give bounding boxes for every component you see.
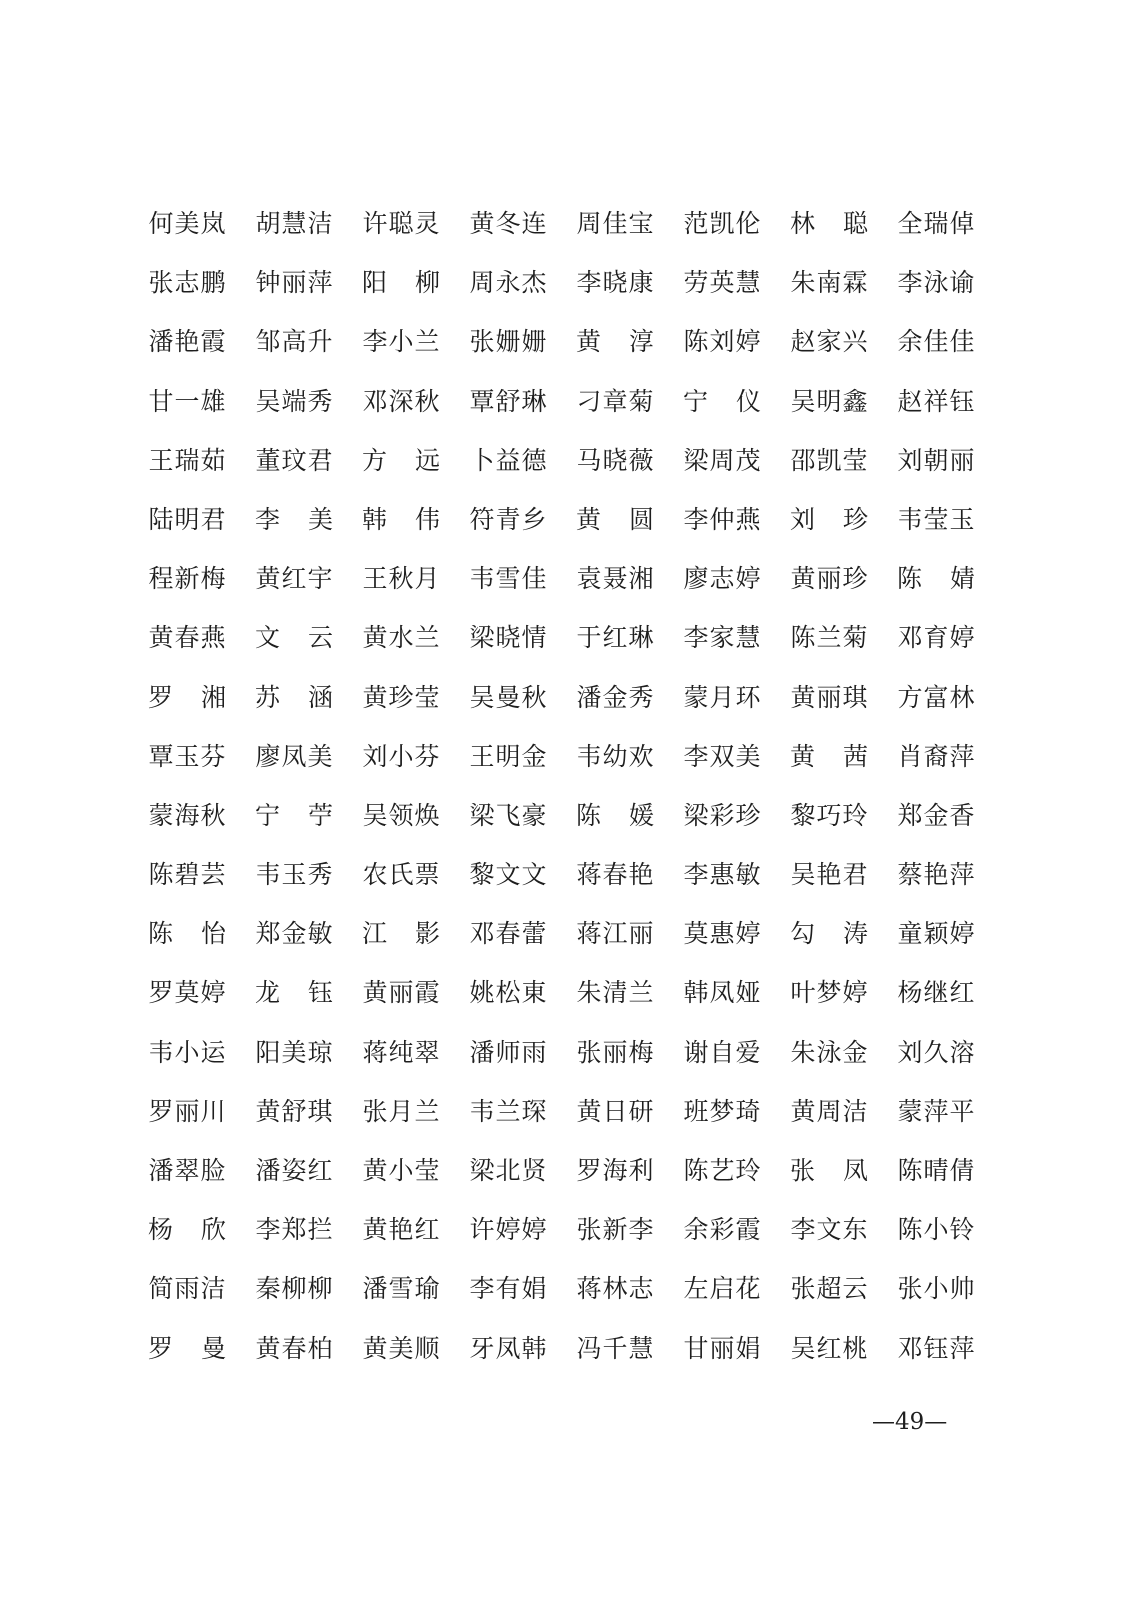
name-entry: 陈 刘 婷 (683, 327, 761, 357)
name-entry: 蒙 海 秋 (148, 800, 226, 830)
name-entry: 李 泳 谕 (897, 268, 975, 298)
name-entry: 秦 柳 柳 (255, 1274, 333, 1304)
name-entry: 刁 章 菊 (576, 386, 654, 416)
name-entry: 梁 周 茂 (683, 445, 761, 475)
name-entry: 班 梦 琦 (683, 1096, 761, 1126)
name-entry: 韦 玉 秀 (255, 860, 333, 890)
name-entry: 姚 松 東 (469, 978, 547, 1008)
name-entry: 黄 周 洁 (790, 1096, 868, 1126)
name-entry: 龙 钰 (255, 978, 333, 1008)
name-entry: 蒋 林 志 (576, 1274, 654, 1304)
name-entry: 于 红 琳 (576, 623, 654, 653)
name-entry: 刘 珍 (790, 504, 868, 534)
name-entry: 黄 丽 琪 (790, 682, 868, 712)
name-entry: 潘 艳 霞 (148, 327, 226, 357)
name-entry: 符 青 乡 (469, 504, 547, 534)
name-entry: 肖 裔 萍 (897, 741, 975, 771)
name-entry: 黄 小 莹 (362, 1156, 440, 1185)
name-entry: 李 美 (255, 504, 333, 534)
name-entry: 张 姗 姗 (469, 327, 547, 357)
name-entry: 李 小 兰 (362, 327, 440, 357)
name-entry: 张 月 兰 (362, 1096, 440, 1126)
name-entry: 农 氏 票 (362, 860, 440, 890)
name-entry: 吴 明 鑫 (790, 386, 868, 416)
name-entry: 邓 深 秋 (362, 386, 440, 416)
name-entry: 黄 丽 珍 (790, 564, 868, 594)
name-entry: 黄 淳 (576, 327, 654, 357)
name-entry: 廖 凤 美 (255, 741, 333, 771)
name-entry: 潘 师 雨 (469, 1037, 547, 1067)
name-entry: 廖 志 婷 (683, 564, 761, 594)
name-entry: 方 富 林 (897, 682, 975, 712)
name-entry: 潘 翠 脸 (148, 1156, 226, 1185)
name-entry: 覃 玉 芬 (148, 741, 226, 771)
name-entry: 蔡 艳 萍 (897, 860, 975, 890)
name-entry: 赵 家 兴 (790, 327, 868, 357)
name-entry: 蒋 江 丽 (576, 919, 654, 949)
name-entry: 宁 苧 (255, 800, 333, 830)
name-entry: 范 凯 伦 (683, 209, 761, 238)
name-entry: 吴 艳 君 (790, 860, 868, 890)
name-entry: 李 晓 康 (576, 268, 654, 298)
name-entry: 陆 明 君 (148, 504, 226, 534)
name-entry: 黄 日 研 (576, 1096, 654, 1126)
name-entry: 阳 柳 (362, 268, 440, 298)
name-entry: 陈 怡 (148, 919, 226, 949)
name-entry: 潘 金 秀 (576, 682, 654, 712)
name-entry: 周 佳 宝 (576, 209, 654, 238)
name-entry: 叶 梦 婷 (790, 978, 868, 1008)
name-entry: 陈 碧 芸 (148, 860, 226, 890)
name-entry: 黄 红 宇 (255, 564, 333, 594)
name-entry: 梁 晓 情 (469, 623, 547, 653)
name-entry: 李 惠 敏 (683, 860, 761, 890)
name-entry: 张 新 李 (576, 1215, 654, 1245)
name-entry: 张 凤 (790, 1156, 868, 1185)
name-entry: 刘 小 芬 (362, 741, 440, 771)
name-entry: 潘 雪 瑜 (362, 1274, 440, 1304)
name-entry: 黄 珍 莹 (362, 682, 440, 712)
name-entry: 郑 金 香 (897, 800, 975, 830)
name-entry: 林 聪 (790, 209, 868, 238)
name-entry: 劳 英 慧 (683, 268, 761, 298)
name-entry: 李 文 东 (790, 1215, 868, 1245)
name-entry: 邓 春 蕾 (469, 919, 547, 949)
name-entry: 潘 姿 红 (255, 1156, 333, 1185)
name-entry: 简 雨 洁 (148, 1274, 226, 1304)
name-entry: 朱 泳 金 (790, 1037, 868, 1067)
name-entry: 韦 兰 琛 (469, 1096, 547, 1126)
name-entry: 覃 舒 琳 (469, 386, 547, 416)
name-entry: 许 婷 婷 (469, 1215, 547, 1245)
name-entry: 阳 美 琼 (255, 1037, 333, 1067)
name-entry: 刘 久 溶 (897, 1037, 975, 1067)
name-entry: 童 颖 婷 (897, 919, 975, 949)
name-entry: 韦 幼 欢 (576, 741, 654, 771)
name-entry: 程 新 梅 (148, 564, 226, 594)
name-entry: 张 志 鹏 (148, 268, 226, 298)
name-entry: 王 明 金 (469, 741, 547, 771)
name-entry: 邹 高 升 (255, 327, 333, 357)
name-entry: 蒋 纯 翠 (362, 1037, 440, 1067)
name-entry: 方 远 (362, 445, 440, 475)
name-entry: 牙 凤 韩 (469, 1333, 547, 1363)
name-entry: 郑 金 敏 (255, 919, 333, 949)
name-entry: 马 晓 薇 (576, 445, 654, 475)
name-entry: 陈 晴 倩 (897, 1156, 975, 1185)
name-entry: 黄 春 燕 (148, 623, 226, 653)
name-entry: 黄 茜 (790, 741, 868, 771)
name-entry: 黎 巧 玲 (790, 800, 868, 830)
name-entry: 吴 曼 秋 (469, 682, 547, 712)
name-entry: 宁 仪 (683, 386, 761, 416)
name-entry: 黄 艳 红 (362, 1215, 440, 1245)
name-entry: 梁 彩 珍 (683, 800, 761, 830)
name-entry: 黄 丽 霞 (362, 978, 440, 1008)
name-entry: 蒙 月 环 (683, 682, 761, 712)
name-entry: 黄 水 兰 (362, 623, 440, 653)
name-entry: 邵 凯 莹 (790, 445, 868, 475)
name-entry: 罗 湘 (148, 682, 226, 712)
name-entry: 陈 媛 (576, 800, 654, 830)
name-entry: 罗 丽 川 (148, 1096, 226, 1126)
name-entry: 李 郑 拦 (255, 1215, 333, 1245)
name-entry: 刘 朝 丽 (897, 445, 975, 475)
name-entry: 谢 自 爱 (683, 1037, 761, 1067)
name-entry: 罗 莫 婷 (148, 978, 226, 1008)
name-entry: 冯 千 慧 (576, 1333, 654, 1363)
name-entry: 李 有 娟 (469, 1274, 547, 1304)
name-entry: 赵 祥 钰 (897, 386, 975, 416)
name-entry: 黄 冬 连 (469, 209, 547, 238)
name-entry: 梁 北 贤 (469, 1156, 547, 1185)
name-entry: 罗 曼 (148, 1333, 226, 1363)
name-entry: 黄 舒 琪 (255, 1096, 333, 1126)
name-entry: 甘 丽 娟 (683, 1333, 761, 1363)
name-entry: 梁 飞 豪 (469, 800, 547, 830)
name-entry: 张 丽 梅 (576, 1037, 654, 1067)
name-entry: 吴 红 桃 (790, 1333, 868, 1363)
name-entry: 余 彩 霞 (683, 1215, 761, 1245)
name-entry: 朱 清 兰 (576, 978, 654, 1008)
name-entry: 黄 美 顺 (362, 1333, 440, 1363)
name-entry: 余 佳 佳 (897, 327, 975, 357)
name-entry: 莫 惠 婷 (683, 919, 761, 949)
name-entry: 吴 领 焕 (362, 800, 440, 830)
name-entry: 勾 涛 (790, 919, 868, 949)
name-entry: 罗 海 利 (576, 1156, 654, 1185)
name-entry: 陈 小 铃 (897, 1215, 975, 1245)
name-entry: 张 小 帅 (897, 1274, 975, 1304)
name-entry: 黎 文 文 (469, 860, 547, 890)
name-entry: 苏 涵 (255, 682, 333, 712)
name-entry: 江 影 (362, 919, 440, 949)
name-entry: 甘 一 雄 (148, 386, 226, 416)
name-entry: 董 玟 君 (255, 445, 333, 475)
name-entry: 韦 莹 玉 (897, 504, 975, 534)
name-entry: 陈 婧 (897, 564, 975, 594)
page-number: —49— (872, 1409, 948, 1435)
name-entry: 许 聪 灵 (362, 209, 440, 238)
name-entry: 韦 雪 佳 (469, 564, 547, 594)
name-entry: 陈 艺 玲 (683, 1156, 761, 1185)
name-entry: 韩 伟 (362, 504, 440, 534)
name-entry: 吴 端 秀 (255, 386, 333, 416)
name-entry: 李 双 美 (683, 741, 761, 771)
name-entry: 黄 圆 (576, 504, 654, 534)
name-entry: 胡 慧 洁 (255, 209, 333, 238)
name-entry: 蒙 萍 平 (897, 1096, 975, 1126)
name-entry: 袁 聂 湘 (576, 564, 654, 594)
name-entry: 杨 继 红 (897, 978, 975, 1008)
name-entry: 陈 兰 菊 (790, 623, 868, 653)
name-entry: 王 瑞 茹 (148, 445, 226, 475)
name-entry: 韦 小 运 (148, 1037, 226, 1067)
name-entry: 邓 钰 萍 (897, 1333, 975, 1363)
name-entry: 全 瑞 倬 (897, 209, 975, 238)
name-entry: 卜 益 德 (469, 445, 547, 475)
name-entry: 李 家 慧 (683, 623, 761, 653)
name-entry: 张 超 云 (790, 1274, 868, 1304)
name-entry: 钟 丽 萍 (255, 268, 333, 298)
name-entry: 李 仲 燕 (683, 504, 761, 534)
name-entry: 韩 凤 娅 (683, 978, 761, 1008)
name-entry: 邓 育 婷 (897, 623, 975, 653)
name-entry: 周 永 杰 (469, 268, 547, 298)
name-entry: 蒋 春 艳 (576, 860, 654, 890)
name-entry: 黄 春 柏 (255, 1333, 333, 1363)
name-entry: 朱 南 霖 (790, 268, 868, 298)
name-entry: 王 秋 月 (362, 564, 440, 594)
name-entry: 文 云 (255, 623, 333, 653)
name-entry: 左 启 花 (683, 1274, 761, 1304)
name-list (148, 202, 975, 1386)
name-entry: 何 美 岚 (148, 209, 226, 238)
name-entry: 杨 欣 (148, 1215, 226, 1245)
